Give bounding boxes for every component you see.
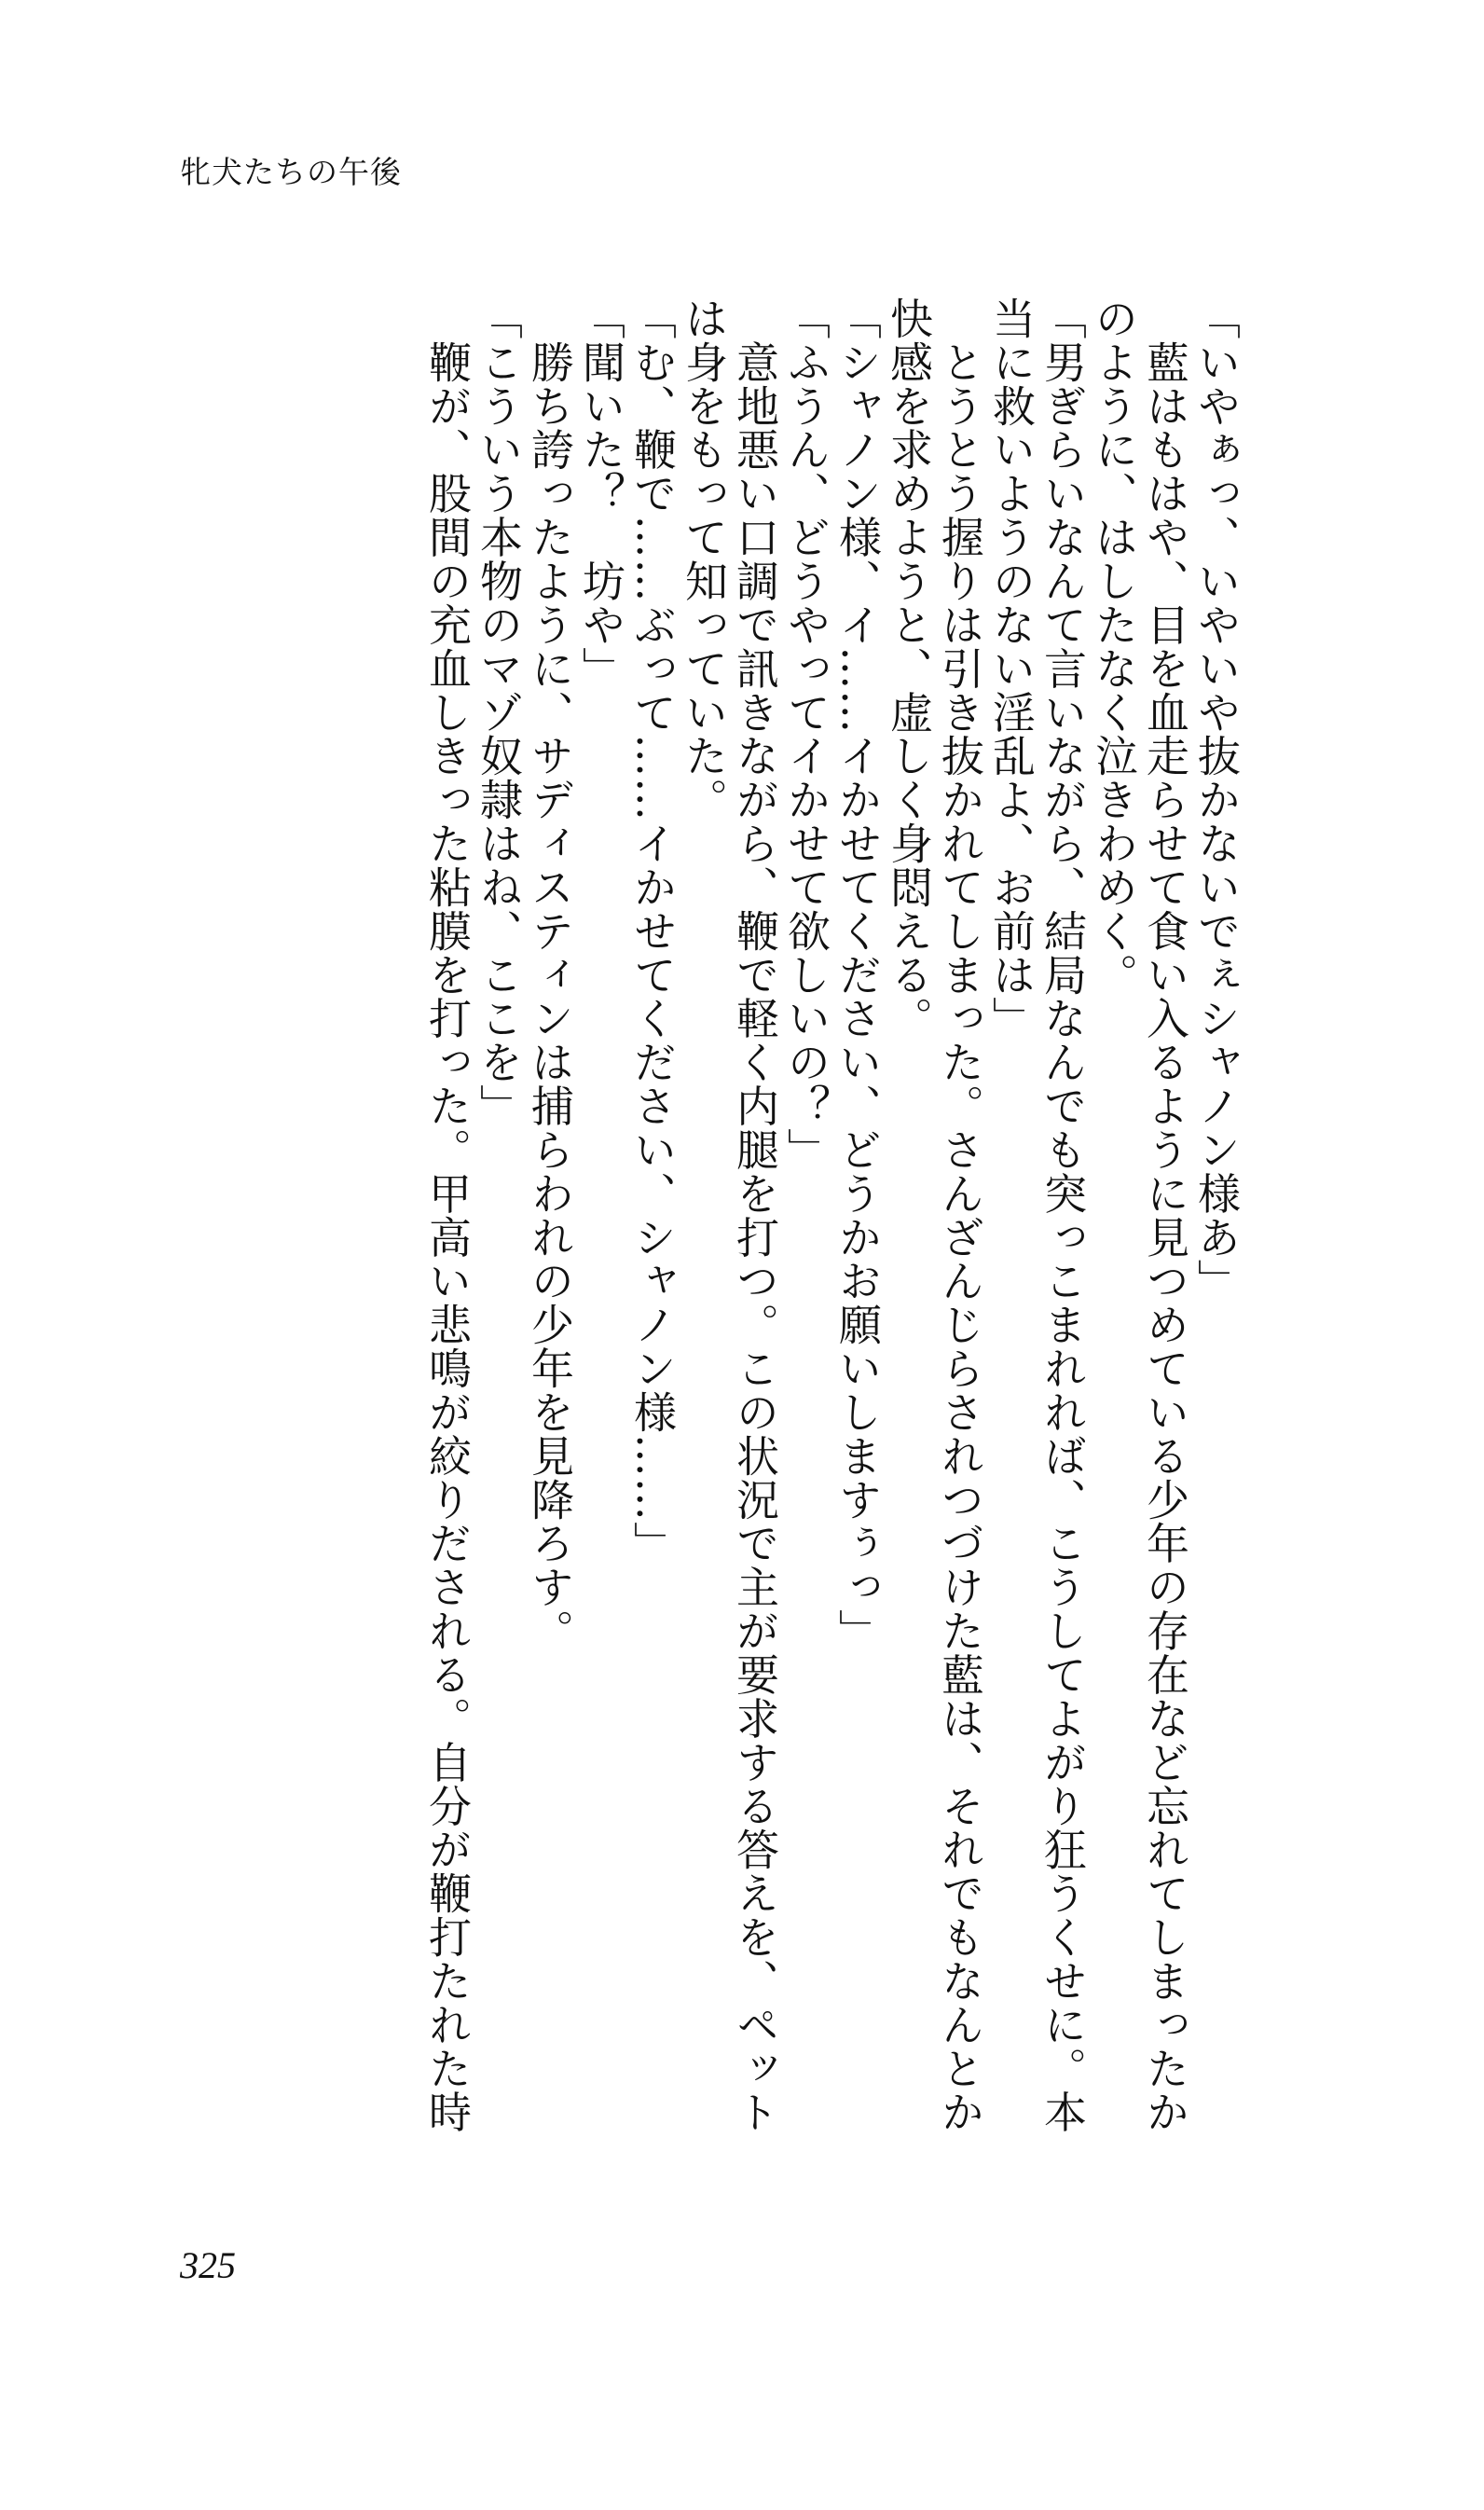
text-line: 「男ぎらいなんて言いながら、結局なんでも突っこまれれば、こうしてよがり狂うくせに。本 bbox=[1037, 297, 1088, 2134]
text-line: 「こういう本物のマゾ奴隷はね、ここを」 bbox=[474, 297, 524, 1128]
text-line: 意地悪い口調で訊きながら、鞭で軽く内腿を打つ。この状況で主が要求する答えを、ペット bbox=[730, 297, 780, 2134]
text-line: 「聞いた？ 坊や」 bbox=[576, 297, 626, 691]
vertical-text-block bbox=[421, 297, 1242, 2134]
text-line: 「シャノン様、イ……イかせてください、どうかお願いしますぅっ」 bbox=[832, 297, 883, 1653]
text-line: 「ふうん、どうやってイかせて欲しいの？」 bbox=[781, 297, 831, 1172]
text-line: は身をもって知っていた。 bbox=[679, 297, 729, 822]
text-line: 勝ち誇ったように、サディスティンは捕らわれの少年を見降ろす。 bbox=[525, 297, 575, 1653]
text-line: 鞭が、股間の充血しきった粘膜を打った。甲高い悲鳴が絞りだされる。自分が鞭打たれた時 bbox=[422, 297, 473, 2134]
text-line: 当に救いようのない淫乱よ、お前は」 bbox=[986, 297, 1037, 1041]
text-line: 「いやぁっ、いやいや抜かないでぇシャノン様あ」 bbox=[1191, 297, 1242, 1303]
running-header: 牝犬たちの午後 bbox=[180, 154, 402, 190]
text-line: 快感を求めようと、虚しく身悶える。 bbox=[884, 297, 934, 1041]
page-number: 325 bbox=[180, 2244, 236, 2286]
text-line: 藍はもはや、目を血走らせて食い入るように見つめている少年の存在など忘れてしまったか bbox=[1140, 297, 1190, 2134]
text-line: とうとう握りは引き抜かれてしまった。さんざんじらされつづけた藍は、それでもなんとか bbox=[935, 297, 985, 2134]
text-line: 「む、鞭で……ぶって……イかせてください、シャノン様……」 bbox=[627, 297, 678, 1565]
text-line: のように、はしたなく泣きわめく。 bbox=[1089, 297, 1139, 997]
